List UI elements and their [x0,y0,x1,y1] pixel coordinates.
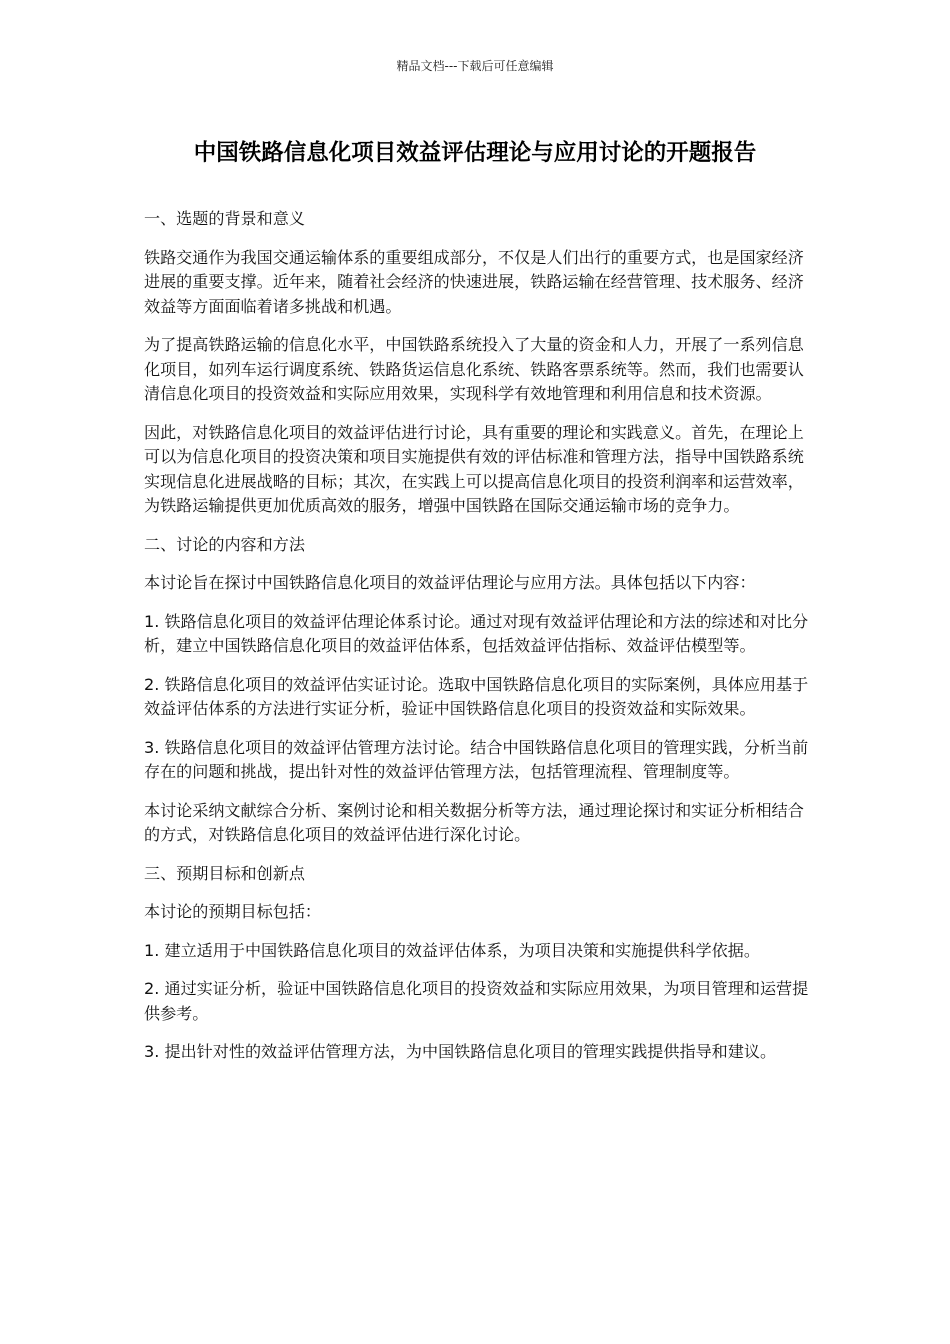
list-item: 2. 通过实证分析，验证中国铁路信息化项目的投资效益和实际应用效果，为项目管理和运营提供参考。 [144,979,809,1023]
section-heading-goals: 三、预期目标和创新点 [144,863,305,883]
list-item: 3. 提出针对性的效益评估管理方法，为中国铁路信息化项目的管理实践提供指导和建议。 [144,1042,777,1061]
header-note: 精品文档---下载后可任意编辑 [396,59,554,73]
list-item: 2. 铁路信息化项目的效益评估实证讨论。选取中国铁路信息化项目的实际案例，具体应用基于效益评估体系的方法进行实证分析，验证中国铁路信息化项目的投资效益和实际效果。 [144,674,809,718]
paragraph: 本讨论旨在探讨中国铁路信息化项目的效益评估理论与应用方法。具体包括以下内容： [144,573,756,592]
document-body [144,207,812,1079]
list-item: 1. 铁路信息化项目的效益评估理论体系讨论。通过对现有效益评估理论和方法的综述和对比分析，建立中国铁路信息化项目的效益评估体系，包括效益评估指标、效益评估模型等。 [144,611,809,655]
section-heading-background: 一、选题的背景和意义 [144,209,305,228]
document-title: 中国铁路信息化项目效益评估理论与应用讨论的开题报告 [193,140,757,166]
paragraph: 本讨论的预期目标包括： [144,902,322,921]
paragraph: 因此，对铁路信息化项目的效益评估进行讨论，具有重要的理论和实践意义。首先，在理论上可以为信息化项目的投资决策和项目实施提供有效的评估标准和管理方法，指导中国铁路系统实现信息化进展战略的目标；其次，在实践上可以提高信息化项目的投资利润率和运营效率，为铁路运输提供更加优质高效的服务，增强中国铁路在国际交通运输市场的竞争力。 [144,422,804,515]
paragraph: 为了提高铁路运输的信息化水平，中国铁路系统投入了大量的资金和人力，开展了一系列信息化项目，如列车运行调度系统、铁路货运信息化系统、铁路客票系统等。然而，我们也需要认清信息化项目的投资效益和实际应用效果，实现科学有效地管理和利用信息和技术资源。 [144,335,804,403]
section-heading-content-methods: 二、讨论的内容和方法 [144,534,305,554]
paragraph: 铁路交通作为我国交通运输体系的重要组成部分，不仅是人们出行的重要方式，也是国家经济进展的重要支撑。近年来，随着社会经济的快速进展，铁路运输在经营管理、技术服务、经济效益等方面面临着诸多挑战和机遇。 [144,247,804,316]
list-item: 3. 铁路信息化项目的效益评估管理方法讨论。结合中国铁路信息化项目的管理实践，分析当前存在的问题和挑战，提出针对性的效益评估管理方法，包括管理流程、管理制度等。 [144,737,809,781]
list-item: 1. 建立适用于中国铁路信息化项目的效益评估体系，为项目决策和实施提供科学依据。 [144,940,760,960]
paragraph: 本讨论采纳文献综合分析、案例讨论和相关数据分析等方法，通过理论探讨和实证分析相结合的方式，对铁路信息化项目的效益评估进行深化讨论。 [144,800,804,844]
